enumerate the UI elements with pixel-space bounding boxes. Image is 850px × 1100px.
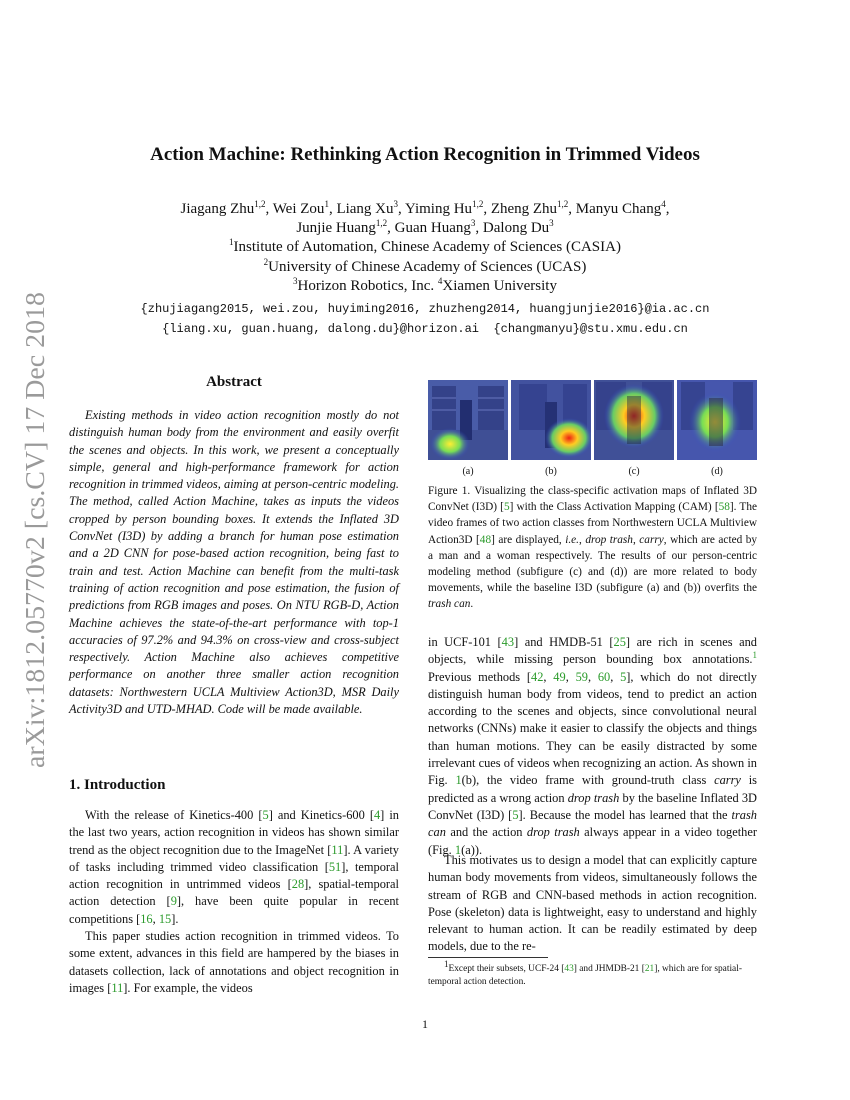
right-paragraph-2: This motivates us to design a model that can explicitly capture human body movements from videos, simultaneously follows the stream of RGB and CNN-based methods in action recognition. Pose (skeleton) data is lightweight, easy to understand and highly relevant to human action. It can be readily estimated by deep models, due to the re- xyxy=(428,853,757,954)
email-line-1: {zhujiagang2015, wei.zou, huyiming2016, zhuzheng2014, huangjunjie2016}@ia.ac.cn xyxy=(140,302,710,316)
intro-heading: 1. Introduction xyxy=(69,777,166,793)
figure-1-caption: Figure 1. Visualizing the class-specific activation maps of Inflated 3D ConvNet (I3D) [5] with the Class Activation Mapping (CAM) [58]. The video frames of two action classes from Northwestern UCLA Multiview Action3D [48] are displayed, i.e., drop trash, carry, which are acted by a man and a woman respectively. The results of our person-centric modeling method (subfigure (c) and (d)) are more related to body movements, while the baseline I3D (subfigure (a) and (b)) overfits the trash can. xyxy=(428,485,758,611)
authors-line-2: Junjie Huang$^{1,2}$, Guan Huang$^3$, Dalong Du$^3$ xyxy=(296,218,554,236)
footnote-rule xyxy=(428,957,548,958)
figure-subimage-c xyxy=(594,380,674,460)
affiliation-3-4: $^3$Horizon Robotics, Inc. $^4$Xiamen University xyxy=(293,276,557,294)
page-number: 1 xyxy=(422,1017,428,1031)
affiliation-1: $^1$Institute of Automation, Chinese Academy of Sciences (CASIA) xyxy=(229,237,621,255)
intro-paragraph-1: With the release of Kinetics-400 [5] and Kinetics-600 [4] in the last two years, action recognition in videos has shown similar trend as the object recognition due to the ImageNet [11]. A variety of tasks including trimmed video classification [51], temporal action recognition in untrimmed videos [28], spatial-temporal action detection [9], have been quite popular in recent competitions [16, 15]. xyxy=(69,808,399,926)
subfigure-label-a: (a) xyxy=(462,466,474,477)
affiliation-2: $^2$University of Chinese Academy of Sciences (UCAS) xyxy=(263,257,587,275)
right-paragraph-1: in UCF-101 [43] and HMDB-51 [25] are rich in scenes and objects, while missing person bounding box annotations.$^1$ Previous methods [42, 49, 59, 60, 5], which do not directly distinguish human body from videos, tend to predict an action according to the scenes and objects, since convolutional neural networks (CNNs) make it easier to classify the objects and things than human motions. They can be easily distracted by some irrelevant cues of videos when recognizing an action. As shown in Fig. 1(b), the video frame with ground-truth class carry is predicted as a wrong action drop trash by the baseline Inflated 3D ConvNet (I3D) [5]. Because the model has learned that the trash can and the action drop trash always appear in a video together (Fig. 1(a)). xyxy=(428,635,758,857)
subfigure-label-b: (b) xyxy=(545,466,557,477)
email-line-2: {liang.xu, guan.huang, dalong.du}@horizon.ai {changmanyu}@stu.xmu.edu.cn xyxy=(162,322,688,336)
subfigure-label-d: (d) xyxy=(711,466,723,477)
arxiv-stamp-text: arXiv:1812.05770v2 [cs.CV] 17 Dec 2018 xyxy=(20,307,50,768)
figure-subimage-a xyxy=(428,380,508,460)
authors-line-1: Jiagang Zhu$^{1,2}$, Wei Zou$^1$, Liang Xu$^3$, Yiming Hu$^{1,2}$, Zheng Zhu$^{1,2}$, Manyu Chang$^4$, xyxy=(180,199,670,217)
figure-subimage-d xyxy=(677,380,757,460)
intro-paragraph-2: This paper studies action recognition in trimmed videos. To some extent, advances in this field are hampered by the biases in datasets collection, lack of annotations and object recognition in images [11]. For example, the videos xyxy=(69,929,399,995)
footnote-marker: 1 xyxy=(752,650,757,661)
footnote: $^1$Except their subsets, UCF-24 [43] and JHMDB-21 [21], which are for spatial-temporal action detection. xyxy=(428,958,742,988)
abstract-heading: Abstract xyxy=(206,374,262,390)
abstract-text: Existing methods in video action recognition mostly do not distinguish human body from the environment and easily overfit the scenes and objects. In this work, we present a conceptually simple, general and high-performance framework for action recognition in trimmed videos, aiming at person-centric modeling. The method, called Action Machine, takes as inputs the videos cropped by person bounding boxes. It extends the Inflated 3D ConvNet (I3D) by adding a branch for human pose estimation and a 2D CNN for pose-based action recognition, being fast to train and test. Action Machine can benefit from the multi-task training of action recognition and pose estimation, the fusion of predictions from RGB images and poses. On NTU RGB-D, Action Machine achieves the state-of-the-art performance with top-1 accuracies of 97.2% and 94.3% on cross-view and cross-subject respectively. Action Machine also achieves competitive performance on another three smaller action recognition datasets: Northwestern UCLA Multiview Action3D, MSR Daily Activity3D and UTD-MHAD. Code will be made available. xyxy=(69,408,399,717)
subfigure-label-c: (c) xyxy=(628,466,640,477)
arxiv-side-stamp xyxy=(10,290,56,770)
paper-title: Action Machine: Rethinking Action Recognition in Trimmed Videos xyxy=(150,144,700,165)
figure-subimage-b xyxy=(511,380,591,460)
